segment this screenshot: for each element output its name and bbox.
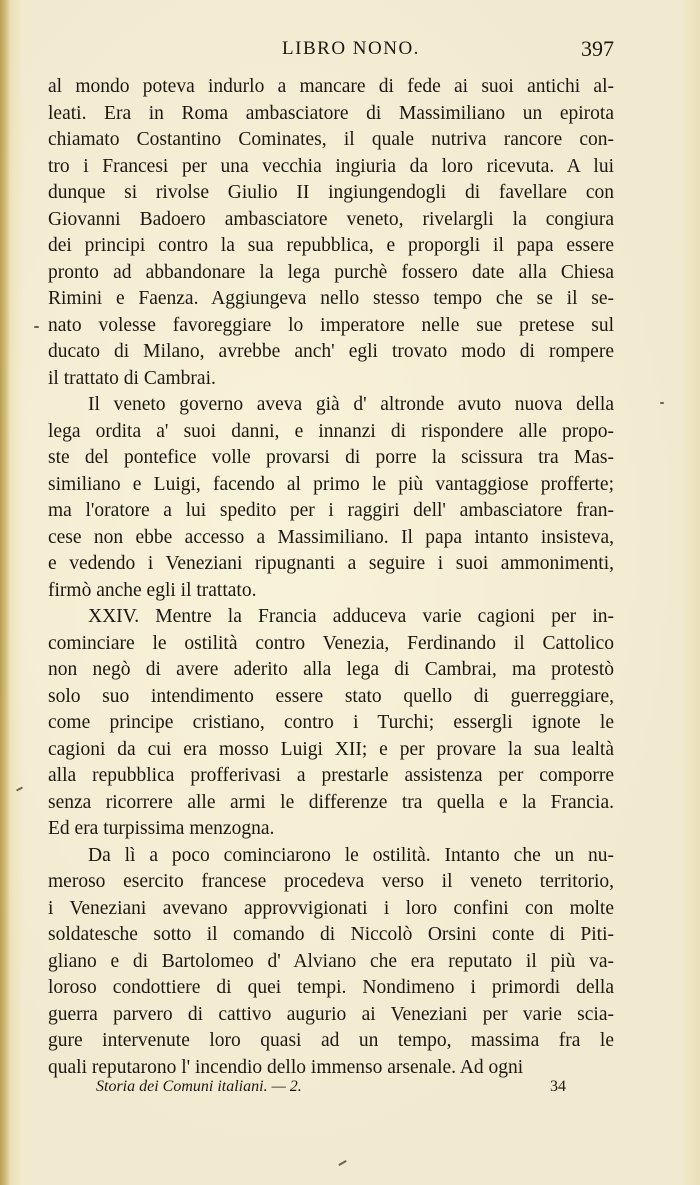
text-line: Da lì a poco cominciarono le ostilità. Intanto che un nu- <box>88 844 614 866</box>
text-line: similiano e Luigi, facendo al primo le più vantaggiose profferte; <box>48 473 614 495</box>
text-line: gure intervenute loro quasi ad un tempo, massima fra le <box>48 1030 614 1051</box>
text-line: lega ordita a' suoi danni, e innanzi di rispondere alle propo- <box>48 420 614 442</box>
running-title: LIBRO NONO. <box>282 38 420 59</box>
page-footer <box>96 1078 566 1102</box>
text-line: ste del pontefice volle provarsi di porre la scissura tra Mas- <box>48 447 614 468</box>
paragraph <box>48 843 614 1082</box>
body-text <box>48 74 614 1081</box>
text-line: Ed era turpissima menzogna. <box>48 818 275 839</box>
signature-mark: 34 <box>550 1078 566 1095</box>
text-line: alla repubblica profferivasi a prestarle assistenza per comporre <box>48 765 614 786</box>
text-line: ducato di Milano, avrebbe anch' egli trovato modo di rompere <box>48 341 614 362</box>
text-line: il trattato di Cambrai. <box>48 367 216 389</box>
page-header <box>48 36 614 66</box>
text-line: dunque si rivolse Giulio II ingiungendogli di favellare con <box>48 182 614 203</box>
text-line: firmò anche egli il trattato. <box>48 579 257 601</box>
text-line: nato volesse favoreggiare lo imperatore nelle sue pretese sul <box>48 314 614 336</box>
margin-speck <box>34 326 39 328</box>
text-line: soldatesche sotto il comando di Niccolò Orsini conte di Piti- <box>48 924 614 945</box>
margin-speck <box>16 786 23 791</box>
page-binding-edge <box>0 0 10 1185</box>
page-number: 397 <box>581 36 614 61</box>
text-line: leati. Era in Roma ambasciatore di Massimiliano un epirota <box>48 102 614 124</box>
text-line: gliano e di Bartolomeo d' Alviano che era reputato il più va- <box>48 950 614 972</box>
text-line: e vedendo i Veneziani ripugnanti a seguire i suoi ammonimenti, <box>48 553 614 574</box>
text-line: loroso condottiere di quei tempi. Nondimeno i primordi della <box>48 977 614 998</box>
text-line: cese non ebbe accesso a Massimiliano. Il papa intanto insisteva, <box>48 526 614 548</box>
text-line: al mondo poteva indurlo a mancare di fede ai suoi antichi al- <box>48 76 614 97</box>
text-line: Il veneto governo aveva già d' altronde avuto nuova della <box>88 394 614 415</box>
margin-speck <box>338 1160 347 1166</box>
text-line: senza ricorrere alle armi le differenze tra quella e la Francia. <box>48 791 614 813</box>
paragraph <box>48 74 614 392</box>
text-line: ma l'oratore a lui spedito per i raggiri dell' ambasciatore fran- <box>48 500 614 521</box>
text-line: dei principi contro la sua repubblica, e proporgli il papa essere <box>48 235 614 256</box>
text-line: quali reputarono l' incendio dello immenso arsenale. Ad ogni <box>48 1056 524 1078</box>
text-line: cominciare le ostilità contro Venezia, Ferdinando il Cattolico <box>48 632 614 654</box>
text-line: Giovanni Badoero ambasciatore veneto, rivelargli la congiura <box>48 208 614 230</box>
text-line: cagioni da cui era mosso Luigi XII; e per provare la sua lealtà <box>48 738 614 760</box>
text-line: non negò di avere aderito alla lega di Cambrai, ma protestò <box>48 659 614 680</box>
footer-book-title: Storia dei Comuni italiani. — 2. <box>96 1078 302 1095</box>
text-line: come principe cristiano, contro i Turchi; essergli ignote le <box>48 712 614 733</box>
text-line: Rimini e Faenza. Aggiungeva nello stesso tempo che se il se- <box>48 288 614 309</box>
margin-speck <box>660 402 664 404</box>
text-line: XXIV. Mentre la Francia adduceva varie cagioni per in- <box>88 606 614 627</box>
text-line: meroso esercito francese procedeva verso il veneto territorio, <box>48 871 614 892</box>
text-line: solo suo intendimento essere stato quello di guerreggiare, <box>48 685 614 707</box>
text-line: guerra parvero di cattivo augurio ai Veneziani per varie scia- <box>48 1003 614 1025</box>
text-line: chiamato Costantino Cominates, il quale nutriva rancore con- <box>48 129 614 150</box>
text-line: tro i Francesi per una vecchia ingiuria da loro ricevuta. A lui <box>48 155 614 177</box>
text-line: i Veneziani avevano approvvigionati i loro confini con molte <box>48 897 614 919</box>
paragraph <box>48 392 614 604</box>
paragraph <box>48 604 614 843</box>
text-line: pronto ad abbandonare la lega purchè fossero date alla Chiesa <box>48 261 614 283</box>
